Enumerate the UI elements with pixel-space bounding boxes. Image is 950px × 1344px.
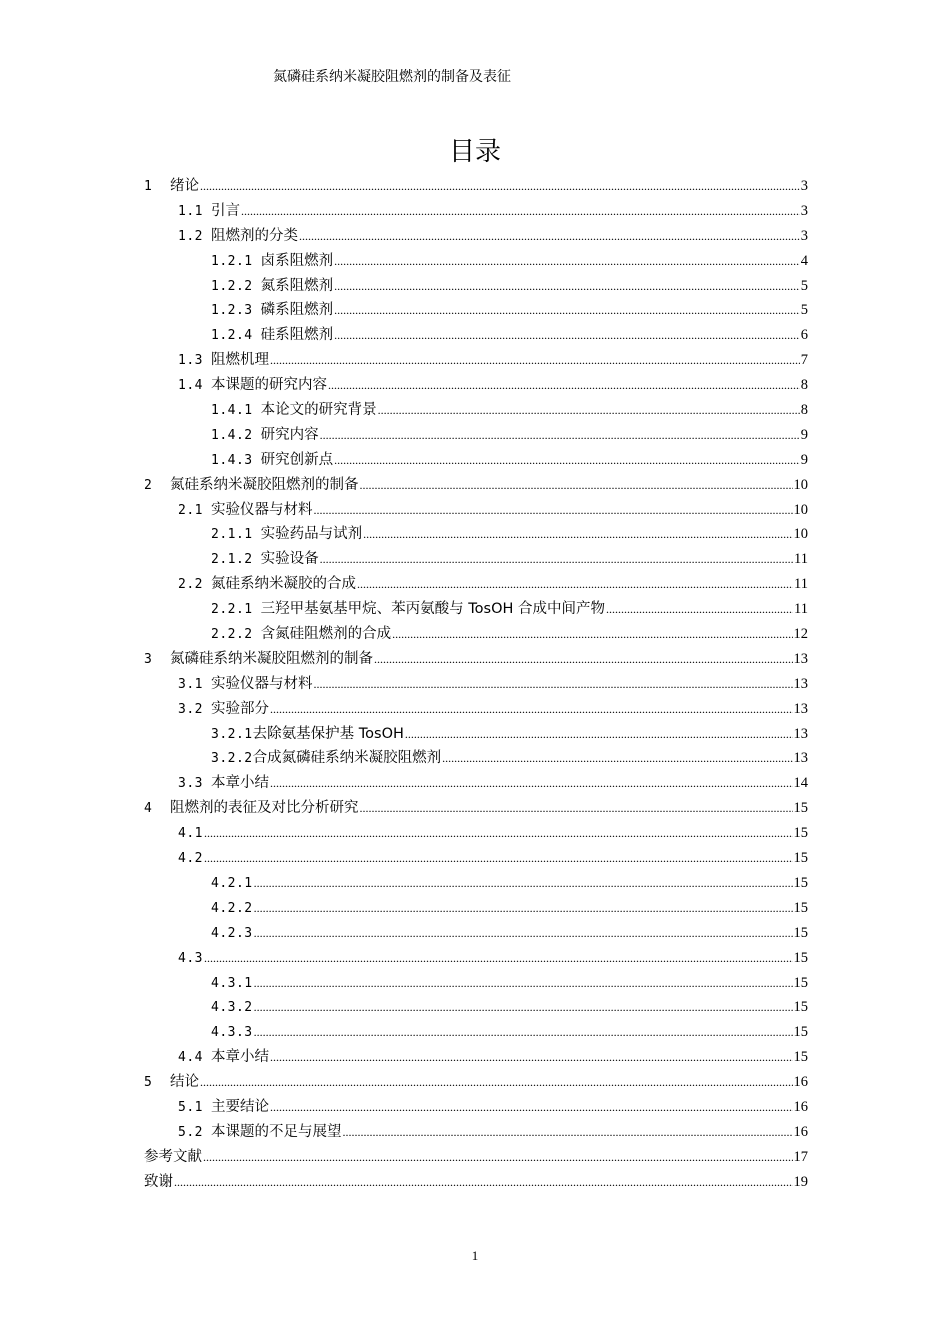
toc-entry[interactable]: [144, 398, 808, 423]
toc-entry[interactable]: [144, 946, 808, 971]
toc-entry-title: 含氮硅阻燃剂的合成: [260, 626, 392, 643]
toc-dot-leader: [241, 199, 800, 224]
toc-dot-leader: [270, 1045, 793, 1070]
toc-entry-number: 1.2.4: [211, 328, 253, 344]
toc-entry-number: 3.3: [178, 776, 203, 792]
toc-entry-number: 4.2.2: [211, 900, 253, 916]
toc-entry-number: 3.1: [178, 676, 203, 692]
toc-entry-page: 17: [793, 1148, 808, 1165]
toc-entry[interactable]: [144, 323, 808, 348]
toc-entry-page: 15: [793, 850, 808, 867]
toc-dot-leader: [204, 846, 793, 871]
toc-entry-number: 2.1.1: [211, 527, 253, 543]
toc-dot-leader: [299, 224, 800, 249]
toc-entry-page: 10: [793, 501, 808, 518]
toc-dot-leader: [254, 995, 793, 1020]
toc-entry-number: 1: [144, 179, 153, 194]
toc-entry-page: 15: [793, 999, 808, 1016]
toc-entry-title: 主要结论: [210, 1098, 269, 1115]
toc-entry-page: 15: [793, 899, 808, 916]
toc-dot-leader: [270, 348, 800, 373]
toc-entry-number: 5.2: [178, 1124, 203, 1140]
toc-entry-number: 4.3.1: [211, 975, 253, 991]
toc-entry-number: 4.3.2: [211, 1000, 253, 1016]
toc-entry[interactable]: [144, 597, 808, 622]
toc-entry-number: 1.1: [178, 203, 203, 219]
toc-entry-page: 11: [794, 601, 808, 618]
toc-entry-title: 氮系阻燃剂: [260, 277, 334, 294]
toc-entry-number: 1.4.1: [211, 403, 253, 419]
toc-entry[interactable]: [144, 746, 808, 771]
toc-entry[interactable]: [144, 821, 808, 846]
toc-entry-page: 13: [793, 650, 808, 667]
toc-entry-page: 15: [793, 949, 808, 966]
toc-dot-leader: [606, 597, 793, 622]
toc-entry-title: 本课题的研究内容: [210, 377, 327, 394]
toc-entry-number: 4.3: [178, 950, 203, 966]
toc-entry[interactable]: [144, 871, 808, 896]
toc-entry[interactable]: [144, 971, 808, 996]
toc-entry-title: 研究内容: [260, 426, 319, 443]
toc-entry-title: 去除氨基保护基 TosOH: [252, 725, 404, 742]
toc-entry[interactable]: [144, 423, 808, 448]
toc-entry-page: 5: [800, 277, 808, 294]
toc-entry[interactable]: [144, 522, 808, 547]
toc-dot-leader: [313, 672, 792, 697]
toc-entry[interactable]: [144, 1120, 808, 1145]
toc-dot-leader: [360, 796, 793, 821]
toc-entry[interactable]: [144, 174, 808, 199]
toc-entry-title: 阻燃剂的表征及对比分析研究: [170, 800, 359, 817]
table-of-contents: [144, 174, 808, 1195]
toc-dot-leader: [320, 423, 800, 448]
toc-entry-page: 9: [800, 426, 808, 443]
toc-entry-page: 8: [800, 402, 808, 419]
toc-entry[interactable]: [144, 1020, 808, 1045]
toc-entry-page: 15: [793, 825, 808, 842]
toc-entry-number: 1.4: [178, 378, 203, 394]
toc-entry-page: 13: [793, 675, 808, 692]
toc-entry-title: 实验设备: [260, 551, 319, 568]
toc-entry-page: 7: [800, 352, 808, 369]
toc-entry-page: 3: [800, 178, 808, 194]
running-header: 氮磷硅系纳米凝胶阻燃剂的制备及表征: [273, 69, 511, 85]
toc-entry[interactable]: [144, 896, 808, 921]
toc-entry-page: 4: [800, 252, 808, 269]
toc-entry-number: 1.3: [178, 353, 203, 369]
toc-entry-page: 16: [793, 1098, 808, 1115]
toc-entry-number: 3.2: [178, 701, 203, 717]
toc-entry[interactable]: [144, 274, 808, 299]
page-title: 目录: [448, 137, 501, 167]
toc-dot-leader: [270, 771, 793, 796]
toc-entry-title: 阻燃剂的分类: [210, 227, 298, 244]
toc-entry-number: 4.3.3: [211, 1025, 253, 1041]
toc-entry-title: 本课题的不足与展望: [210, 1123, 342, 1140]
toc-dot-leader: [320, 547, 793, 572]
toc-entry[interactable]: [144, 1045, 808, 1070]
toc-entry[interactable]: [144, 547, 808, 572]
toc-entry-page: 10: [793, 476, 808, 493]
toc-entry[interactable]: [144, 498, 808, 523]
toc-dot-leader: [254, 921, 793, 946]
toc-entry-page: 15: [793, 974, 808, 991]
toc-entry-number: 4.2.3: [211, 925, 253, 941]
toc-entry-title: 本章小结: [210, 1049, 269, 1066]
toc-entry-number: 4: [144, 801, 153, 817]
toc-dot-leader: [405, 722, 793, 747]
toc-entry-title: 卤系阻燃剂: [260, 252, 334, 269]
toc-entry-page: 13: [793, 725, 808, 742]
toc-entry[interactable]: [144, 622, 808, 647]
toc-dot-leader: [328, 373, 800, 398]
toc-entry-title: 氮硅系纳米凝胶的合成: [210, 576, 356, 593]
toc-entry[interactable]: [144, 1170, 808, 1195]
toc-dot-leader: [254, 971, 793, 996]
toc-entry-title: 合成氮磷硅系纳米凝胶阻燃剂: [252, 750, 442, 767]
toc-entry-page: 5: [800, 302, 808, 319]
toc-entry-title: 研究创新点: [260, 451, 334, 468]
toc-entry[interactable]: [144, 224, 808, 249]
toc-dot-leader: [204, 821, 793, 846]
toc-entry-title: 实验仪器与材料: [210, 501, 313, 518]
toc-entry-page: 16: [793, 1123, 808, 1140]
toc-entry-page: 8: [800, 377, 808, 394]
toc-dot-leader: [374, 647, 793, 672]
toc-entry-number: 2.2.2: [211, 627, 253, 643]
toc-dot-leader: [360, 473, 793, 498]
toc-entry-title: 参考文献: [144, 1148, 202, 1165]
toc-entry-number: 5.1: [178, 1099, 203, 1115]
toc-entry-number: 2: [144, 477, 153, 493]
toc-entry-number: 1.2.3: [211, 303, 253, 319]
toc-dot-leader: [334, 448, 800, 473]
toc-entry[interactable]: [144, 348, 808, 373]
toc-dot-leader: [204, 946, 793, 971]
toc-dot-leader: [313, 498, 792, 523]
toc-entry-title: 氮硅系纳米凝胶阻燃剂的制备: [170, 476, 359, 493]
toc-entry-page: 13: [793, 750, 808, 767]
toc-dot-leader: [357, 572, 793, 597]
toc-entry-number: 1.2.2: [211, 278, 253, 294]
toc-entry-page: 3: [800, 227, 808, 244]
toc-entry[interactable]: [144, 448, 808, 473]
toc-entry-number: 1.2.1: [211, 253, 253, 269]
toc-dot-leader: [174, 1170, 793, 1195]
toc-entry-page: 6: [800, 327, 808, 344]
toc-entry-title: 实验药品与试剂: [260, 526, 363, 543]
toc-entry-page: 3: [800, 202, 808, 219]
toc-entry[interactable]: [144, 1145, 808, 1170]
toc-entry-number: 3.2.2: [211, 751, 253, 767]
toc-entry-number: 1.2: [178, 228, 203, 244]
toc-entry-title: 磷系阻燃剂: [260, 302, 334, 319]
toc-entry[interactable]: [144, 572, 808, 597]
toc-dot-leader: [334, 274, 800, 299]
toc-entry-title: 结论: [170, 1074, 199, 1091]
toc-dot-leader: [203, 1145, 793, 1170]
toc-dot-leader: [334, 249, 800, 274]
toc-entry-page: 15: [793, 1024, 808, 1041]
toc-entry[interactable]: [144, 995, 808, 1020]
toc-dot-leader: [200, 174, 800, 199]
toc-entry-title: 本章小结: [210, 775, 269, 792]
toc-entry-number: 1.4.3: [211, 452, 253, 468]
toc-dot-leader: [392, 622, 792, 647]
toc-entry[interactable]: [144, 771, 808, 796]
toc-entry-number: 3.2.1: [211, 726, 253, 742]
toc-entry-number: 4.2: [178, 851, 203, 867]
toc-entry[interactable]: [144, 647, 808, 672]
toc-entry[interactable]: [144, 1070, 808, 1095]
toc-entry-page: 13: [793, 700, 808, 717]
toc-entry-number: 4.1: [178, 826, 203, 842]
toc-entry-title: 阻燃机理: [210, 352, 269, 369]
toc-entry-number: 3: [144, 651, 153, 667]
toc-dot-leader: [270, 697, 793, 722]
toc-entry[interactable]: [144, 697, 808, 722]
toc-entry-number: 1.4.2: [211, 427, 253, 443]
toc-entry[interactable]: [144, 921, 808, 946]
toc-entry-number: 2.2.1: [211, 602, 253, 618]
toc-entry-page: 19: [793, 1173, 808, 1190]
toc-entry-page: 16: [793, 1074, 808, 1091]
toc-entry-number: 2.2: [178, 577, 203, 593]
toc-dot-leader: [363, 522, 792, 547]
toc-entry-page: 15: [793, 874, 808, 891]
toc-entry-page: 15: [793, 800, 808, 817]
toc-entry[interactable]: [144, 298, 808, 323]
toc-entry-page: 14: [793, 775, 808, 792]
toc-dot-leader: [378, 398, 800, 423]
toc-entry[interactable]: [144, 1095, 808, 1120]
toc-dot-leader: [342, 1120, 792, 1145]
toc-entry-number: 2.1: [178, 502, 203, 518]
toc-entry-page: 12: [793, 626, 808, 643]
page-number: 1: [471, 1248, 479, 1263]
toc-entry-number: 4.4: [178, 1050, 203, 1066]
toc-entry[interactable]: [144, 199, 808, 224]
toc-entry-title: 绪论: [170, 178, 199, 194]
toc-entry-title: 致谢: [144, 1173, 173, 1190]
toc-entry[interactable]: [144, 249, 808, 274]
toc-dot-leader: [442, 746, 792, 771]
toc-entry-title: 硅系阻燃剂: [260, 327, 334, 344]
toc-entry-title: 实验仪器与材料: [210, 675, 313, 692]
toc-dot-leader: [254, 871, 793, 896]
toc-dot-leader: [200, 1070, 793, 1095]
toc-entry-title: 三羟甲基氨基甲烷、苯丙氨酸与 TosOH 合成中间产物: [260, 601, 605, 618]
toc-entry-page: 11: [794, 551, 808, 568]
toc-entry-page: 15: [793, 924, 808, 941]
toc-entry-number: 2.1.2: [211, 552, 253, 568]
toc-entry[interactable]: [144, 473, 808, 498]
toc-dot-leader: [270, 1095, 793, 1120]
toc-entry-page: 9: [800, 451, 808, 468]
toc-entry-page: 15: [793, 1049, 808, 1066]
toc-entry[interactable]: [144, 373, 808, 398]
toc-dot-leader: [254, 896, 793, 921]
toc-dot-leader: [254, 1020, 793, 1045]
toc-dot-leader: [334, 323, 800, 348]
toc-entry[interactable]: [144, 672, 808, 697]
toc-entry[interactable]: [144, 846, 808, 871]
toc-entry-title: 引言: [210, 202, 240, 219]
toc-entry-page: 10: [793, 526, 808, 543]
toc-entry-number: 4.2.1: [211, 875, 253, 891]
toc-entry-title: 本论文的研究背景: [260, 402, 377, 419]
toc-entry[interactable]: [144, 722, 808, 747]
toc-entry-title: 实验部分: [210, 700, 269, 717]
toc-entry[interactable]: [144, 796, 808, 821]
toc-dot-leader: [334, 298, 800, 323]
toc-entry-title: 氮磷硅系纳米凝胶阻燃剂的制备: [170, 650, 373, 667]
toc-entry-page: 11: [794, 576, 808, 593]
toc-entry-number: 5: [144, 1075, 153, 1091]
